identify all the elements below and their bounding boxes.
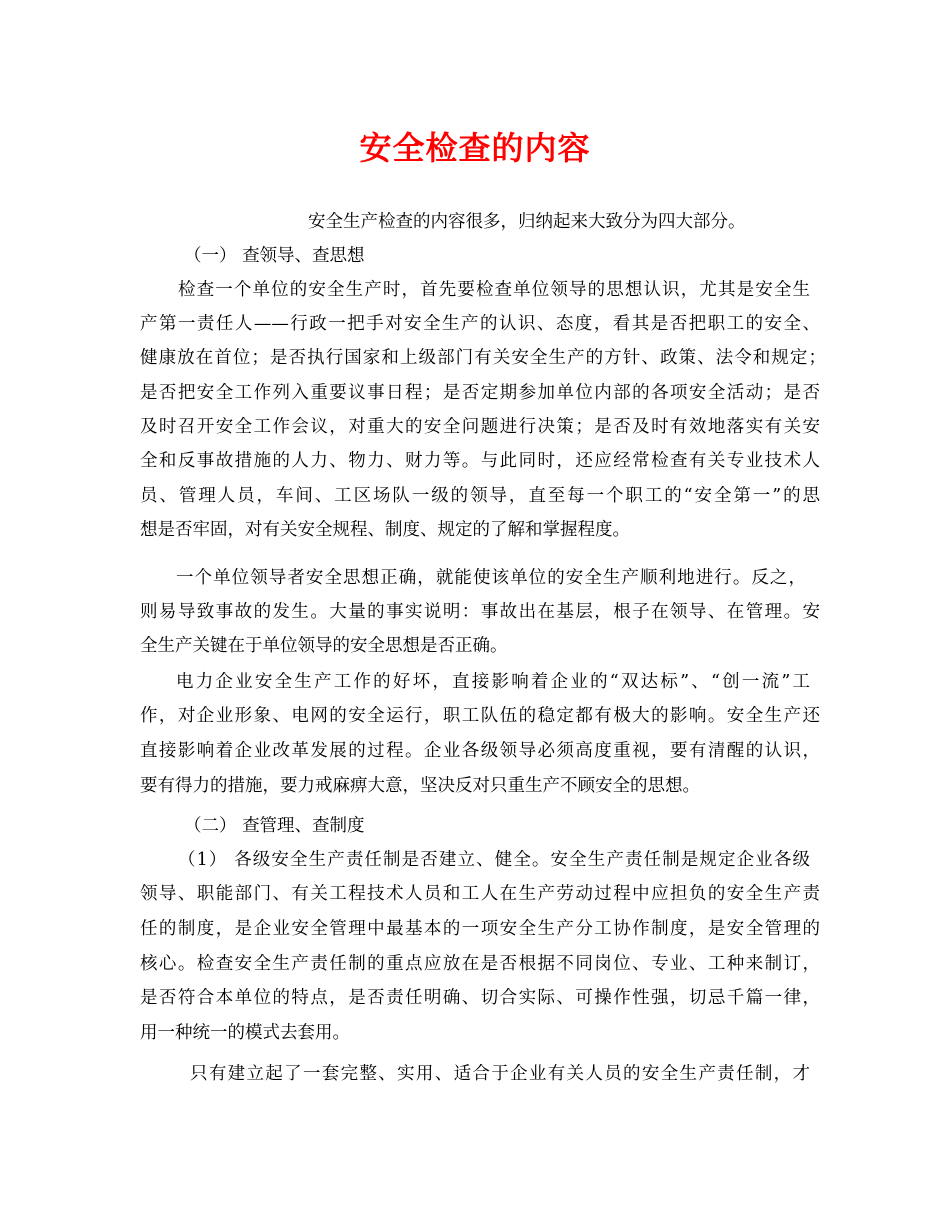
paragraph-line: 想是否牢固，对有关安全规程、制度、规定的了解和掌握程度。: [140, 520, 630, 540]
paragraph-line: 只有建立起了一套完整、实用、适合于企业有关人员的安全生产责任制，才: [190, 1064, 810, 1084]
paragraph-line: 作，对企业形象、电网的安全运行，职工队伍的稳定都有极大的影响。安全生产还: [140, 706, 820, 726]
paragraph-line: 电力企业安全生产工作的好坏，直接影响着企业的“双达标”、“创一流”工: [176, 672, 810, 692]
paragraph-line: 要有得力的措施，要力戒麻痹大意，坚决反对只重生产不顾安全的思想。: [140, 776, 700, 796]
paragraph-line: （1） 各级安全生产责任制是否建立、健全。安全生产责任制是规定企业各级: [178, 850, 810, 870]
paragraph-line: 及时召开安全工作会议，对重大的安全问题进行决策；是否及时有效地落实有关安: [140, 417, 820, 437]
paragraph-line: 用一种统一的模式去套用。: [140, 1023, 350, 1043]
paragraph-line: 全生产关键在于单位领导的安全思想是否正确。: [140, 636, 508, 656]
paragraph-line: 则易导致事故的发生。大量的事实说明：事故出在基层，根子在领导、在管理。安: [140, 602, 820, 622]
paragraph-line: 检查一个单位的安全生产时，首先要检查单位领导的思想认识，尤其是安全生: [178, 280, 810, 300]
section-heading-1: （一） 查领导、查思想: [184, 246, 365, 266]
paragraph-line: 是否把安全工作列入重要议事日程；是否定期参加单位内部的各项安全活动；是否: [140, 383, 820, 403]
paragraph-line: 核心。检查安全生产责任制的重点应放在是否根据不同岗位、专业、工种来制订，: [140, 954, 820, 974]
paragraph-line: 全和反事故措施的人力、物力、财力等。与此同时，还应经常检查有关专业技术人: [140, 451, 820, 471]
intro-line: 安全生产检查的内容很多，归纳起来大致分为四大部分。: [308, 212, 746, 232]
paragraph-line: 领导、职能部门、有关工程技术人员和工人在生产劳动过程中应担负的安全生产责: [140, 884, 820, 904]
paragraph-line: 是否符合本单位的特点，是否责任明确、切合实际、可操作性强，切忌千篇一律，: [140, 988, 820, 1008]
paragraph-line: 任的制度，是企业安全管理中最基本的一项安全生产分工协作制度，是安全管理的: [140, 919, 820, 939]
paragraph-line: 一个单位领导者安全思想正确，就能使该单位的安全生产顺利地进行。反之，: [176, 568, 806, 588]
paragraph-line: 员、管理人员，车间、工区场队一级的领导，直至每一个职工的“安全第一”的思: [140, 486, 820, 506]
document-title: 安全检查的内容: [359, 129, 591, 167]
paragraph-line: 直接影响着企业改革发展的过程。企业各级领导必须高度重视，要有清醒的认识，: [140, 741, 820, 761]
section-heading-2: （二） 查管理、查制度: [184, 816, 365, 836]
paragraph-line: 产第一责任人——行政一把手对安全生产的认识、态度，看其是否把职工的安全、: [140, 314, 820, 334]
paragraph-line: 健康放在首位；是否执行国家和上级部门有关安全生产的方针、政策、法令和规定；: [140, 348, 826, 368]
